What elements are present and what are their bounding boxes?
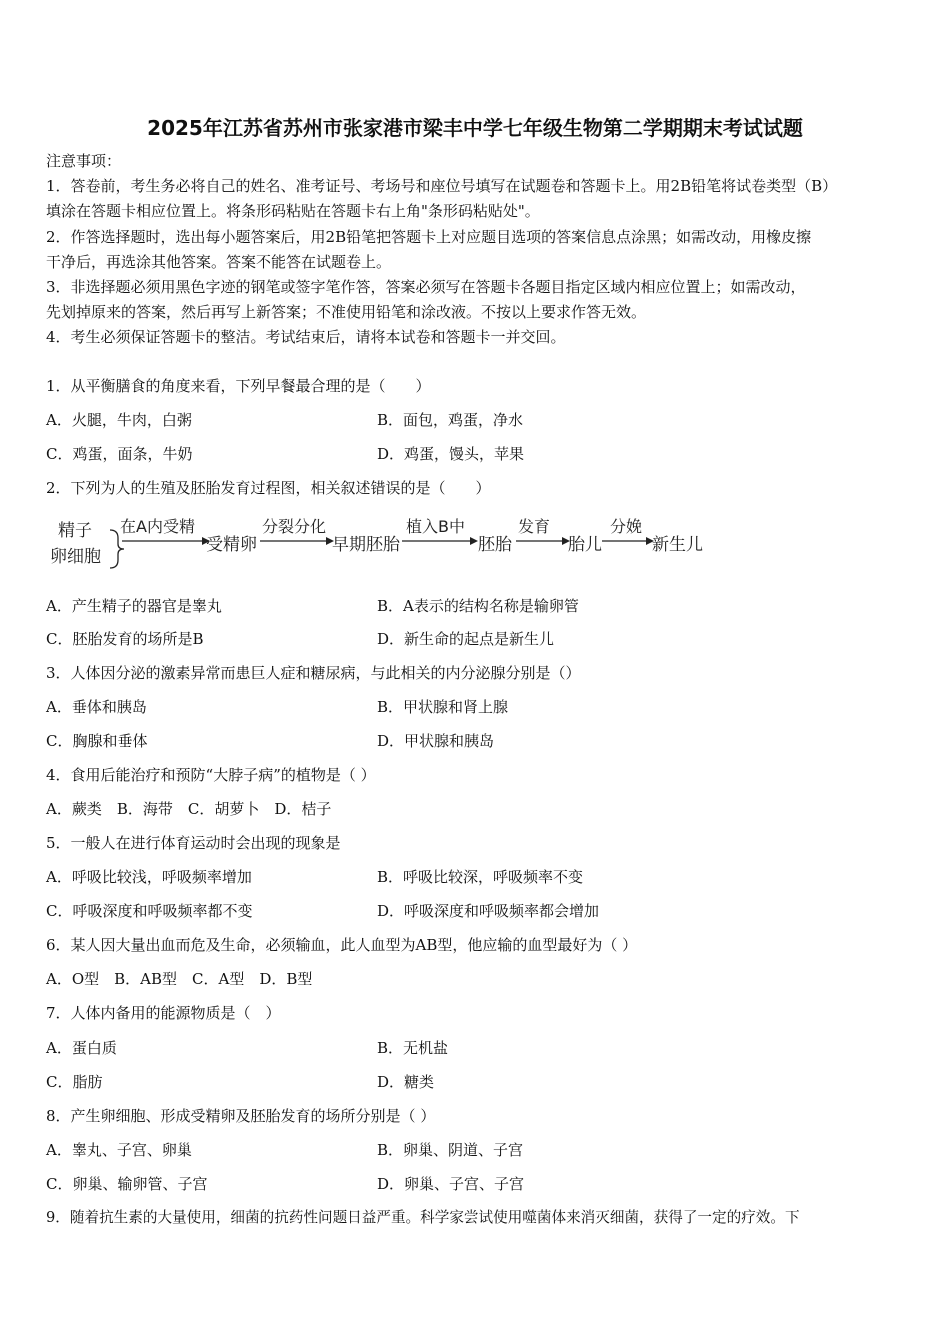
q3-option-b: B．甲状腺和肾上腺 [377,698,509,716]
q9-stem: 9．随着抗生素的大量使用，细菌的抗药性问题日益严重。科学家尝试使用噬菌体来消灭细菌，获得了一定的疗效。下 [46,1209,800,1226]
diagram-arrow2-label: 分裂分化 [262,517,327,536]
q2-option-b: B．A表示的结构名称是输卵管 [377,597,579,615]
q4-options: A．蕨类 B．海带 C．胡萝卜 D．桔子 [46,800,332,818]
diagram-fetus: 胎儿 [568,535,602,555]
q1-stem: 1．从平衡膳食的角度来看，下列早餐最合理的是（ ） [46,377,431,395]
diagram-arrow5-label: 分娩 [610,517,643,536]
diagram-arrow1-label: 在A内受精 [120,517,195,536]
q3-option-c: C．胸腺和垂体 [46,732,148,750]
q7-option-c: C．脂肪 [46,1073,103,1091]
diagram-arrow3-label: 植入B中 [406,517,465,536]
q7-stem: 7．人体内备用的能源物质是（ ） [46,1004,281,1022]
q3-option-d: D．甲状腺和胰岛 [377,732,495,750]
q7-option-a: A．蛋白质 [46,1039,117,1057]
notice-line-5: 3．非选择题必须用黑色字迹的钢笔或签字笔作答，答案必须写在答题卡各题目指定区域内相应位置上；如需改动， [46,278,806,296]
q1-option-d: D．鸡蛋，馒头，苹果 [377,445,525,463]
diagram-arrow4-label: 发育 [518,517,551,536]
q3-option-a: A．垂体和胰岛 [46,698,147,716]
q6-stem: 6．某人因大量出血而危及生命，必须输血，此人血型为AB型，他应输的血型最好为（ ） [46,936,638,954]
q2-option-d: D．新生命的起点是新生儿 [377,630,555,648]
q5-option-b: B．呼吸比较深，呼吸频率不变 [377,868,584,886]
q5-option-d: D．呼吸深度和呼吸频率都会增加 [377,902,600,920]
notice-line-6: 先划掉原来的答案，然后再写上新答案；不准使用铅笔和涂改液。不按以上要求作答无效。 [46,303,647,321]
q7-option-d: D．糖类 [377,1073,435,1091]
exam-title: 2025年江苏省苏州市张家港市梁丰中学七年级生物第二学期期末考试试题 [147,116,803,140]
q7-option-b: B．无机盐 [377,1039,449,1057]
diagram-egg: 卵细胞 [50,547,101,567]
q8-stem: 8．产生卵细胞、形成受精卵及胚胎发育的场所分别是（ ） [46,1107,436,1125]
diagram-arrowhead-3 [470,537,478,545]
q8-option-b: B．卵巢、阴道、子宫 [377,1141,524,1159]
diagram-embryo: 胚胎 [478,535,512,555]
q8-option-c: C．卵巢、输卵管、子宫 [46,1175,208,1193]
q1-option-c: C．鸡蛋，面条，牛奶 [46,445,193,463]
q4-stem: 4．食用后能治疗和预防“大脖子病”的植物是（ ） [46,766,376,784]
q5-stem: 5．一般人在进行体育运动时会出现的现象是 [46,834,341,852]
reproduction-flow-diagram [46,512,726,574]
diagram-newborn: 新生儿 [652,535,703,555]
q3-stem: 3．人体因分泌的激素异常而患巨人症和糖尿病，与此相关的内分泌腺分别是（） [46,664,581,682]
notice-line-3: 2．作答选择题时，选出每小题答案后，用2B铅笔把答题卡上对应题目选项的答案信息点涂黑；如需改动，用橡皮擦 [46,228,812,246]
diagram-sperm: 精子 [58,521,92,541]
diagram-early-embryo: 早期胚胎 [332,535,400,555]
notice-line-7: 4．考生必须保证答题卡的整洁。考试结束后，请将本试卷和答题卡一并交回。 [46,328,566,346]
q6-options: A．O型 B．AB型 C．A型 D．B型 [46,970,313,988]
q2-option-c: C．胚胎发育的场所是B [46,630,204,648]
diagram-fertilized-egg: 受精卵 [206,535,257,555]
q1-option-a: A．火腿，牛肉，白粥 [46,411,192,429]
q2-option-a: A．产生精子的器官是睾丸 [46,597,222,615]
q1-option-b: B．面包，鸡蛋，净水 [377,411,524,429]
q8-option-a: A．睾丸、子宫、卵巢 [46,1141,192,1159]
notice-line-4: 干净后，再选涂其他答案。答案不能答在试题卷上。 [46,253,392,271]
notice-heading: 注意事项： [46,152,122,170]
q2-stem: 2．下列为人的生殖及胚胎发育过程图，相关叙述错误的是（ ） [46,479,491,497]
q5-option-c: C．呼吸深度和呼吸频率都不变 [46,902,253,920]
q5-option-a: A．呼吸比较浅，呼吸频率增加 [46,868,252,886]
notice-line-2: 填涂在答题卡相应位置上。将条形码粘贴在答题卡右上角"条形码粘贴处"。 [46,202,540,220]
q8-option-d: D．卵巢、子宫、子宫 [377,1175,525,1193]
notice-line-1: 1．答卷前，考生务必将自己的姓名、准考证号、考场号和座位号填写在试题卷和答题卡上。用2B铅笔将试卷类型（B） [46,177,838,195]
